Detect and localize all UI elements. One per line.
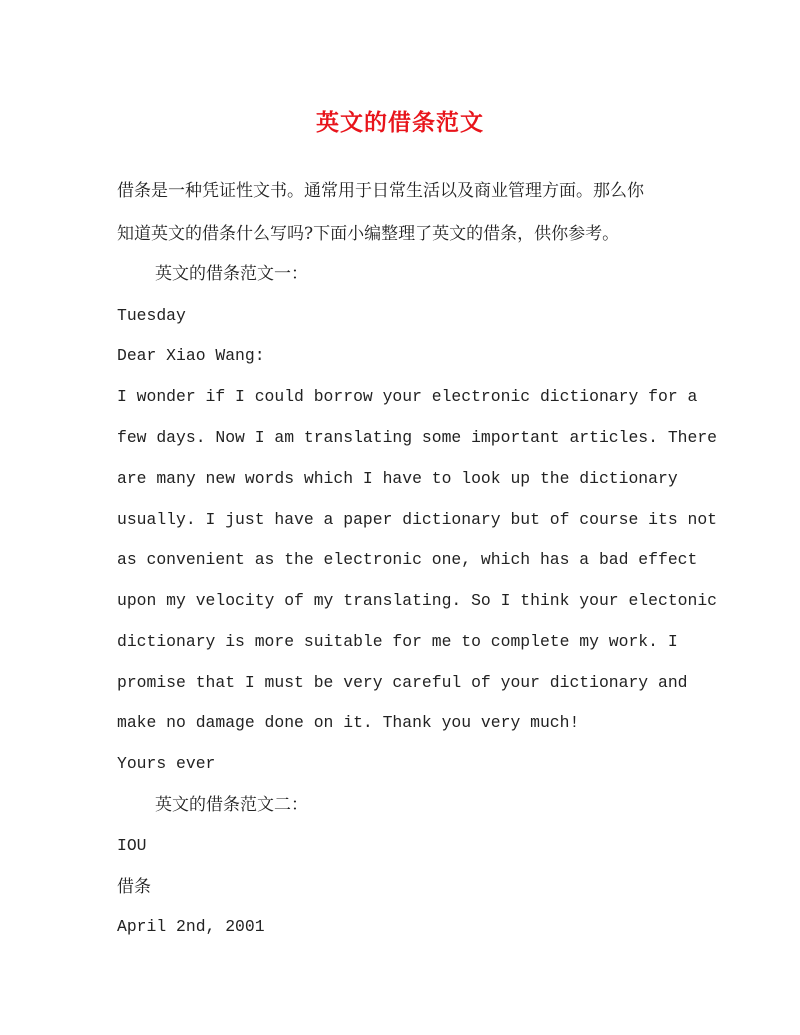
document-title: 英文的借条范文: [316, 109, 484, 136]
iou-label: IOU: [117, 836, 147, 855]
letter-salutation: Dear Xiao Wang:: [117, 346, 265, 365]
letter-body-line: as convenient as the electronic one, which has a bad effect: [117, 550, 698, 569]
sample2-heading: 英文的借条范文二：: [155, 795, 308, 815]
letter-body-line: are many new words which I have to look up the dictionary: [117, 469, 678, 488]
iou-label-cn: 借条: [117, 877, 151, 897]
letter-body-line: promise that I must be very careful of your dictionary and: [117, 673, 688, 692]
letter-closing: Yours ever: [117, 754, 216, 773]
letter-body-line: usually. I just have a paper dictionary but of course its not: [117, 510, 717, 529]
letter-body-line: make no damage done on it. Thank you very much!: [117, 713, 580, 732]
letter-body-line: dictionary is more suitable for me to complete my work. I: [117, 632, 678, 651]
iou-date: April 2nd, 2001: [117, 917, 265, 936]
letter-body-line: upon my velocity of my translating. So I think your electonic: [117, 591, 717, 610]
letter-body-line: I wonder if I could borrow your electronic dictionary for a: [117, 387, 698, 406]
letter-day: Tuesday: [117, 306, 186, 325]
intro-line-2: 知道英文的借条什么写吗?下面小编整理了英文的借条，供你参考。: [117, 224, 620, 244]
sample1-heading: 英文的借条范文一：: [155, 264, 308, 284]
letter-body-line: few days. Now I am translating some important articles. There: [117, 428, 717, 447]
intro-line-1: 借条是一种凭证性文书。通常用于日常生活以及商业管理方面。那么你: [117, 181, 644, 201]
